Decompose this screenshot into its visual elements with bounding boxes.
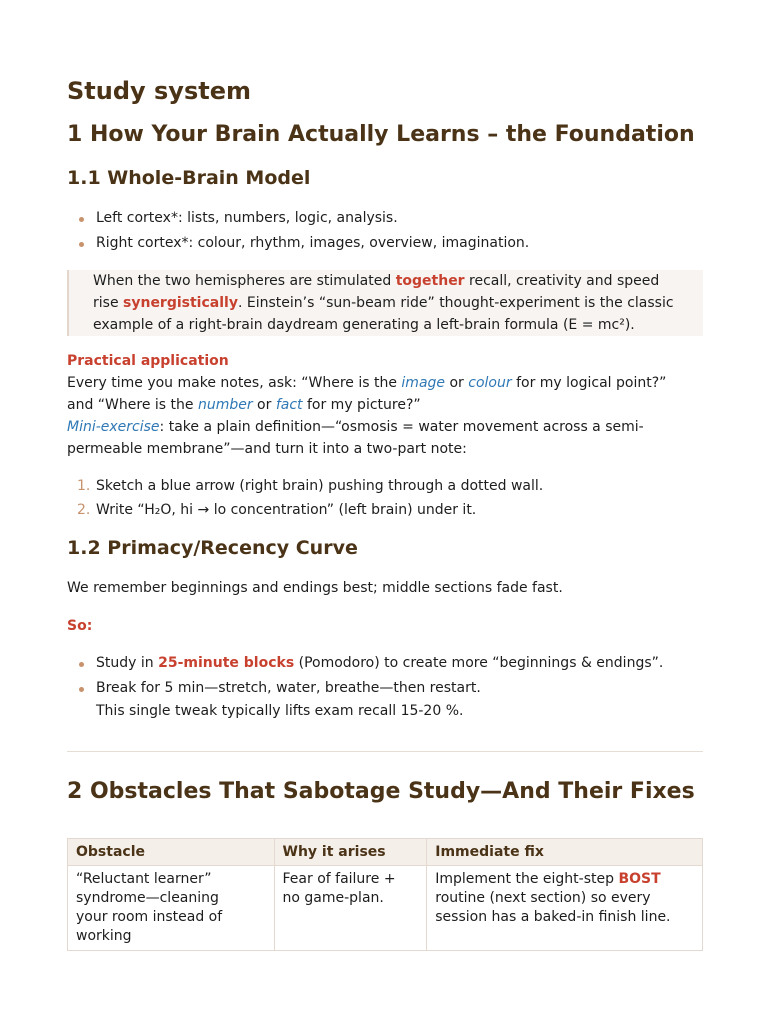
table-row <box>68 866 703 951</box>
practical-application-label: Practical application <box>67 353 229 369</box>
column-header-why: Why it arises <box>274 839 427 866</box>
table-cell: Implement the eight-step BOST routine (next section) so every session has a baked-in finish line. <box>427 866 703 951</box>
mini-exercise-label: Mini-exercise <box>67 419 160 435</box>
quote-line: When the two hemispheres are stimulated together recall, creativity and speed <box>93 273 660 289</box>
study-tips-list <box>67 652 663 723</box>
paragraph-line: permeable membrane”—and turn it into a two-part note: <box>67 441 467 457</box>
paragraph-line: Mini-exercise: take a plain definition—“osmosis = water movement across a semi- <box>67 419 644 435</box>
list-item: Study in 25-minute blocks (Pomodoro) to create more “beginnings & endings”. <box>67 652 663 675</box>
table-cell: Fear of failure + no game-plan. <box>274 866 427 951</box>
cortex-bullet-list <box>67 207 529 255</box>
emphasis-together: together <box>395 273 465 289</box>
paragraph: We remember beginnings and endings best; middle sections fade fast. <box>67 580 563 596</box>
quote-line: example of a right-brain daydream generating a left-brain formula (E = mc²). <box>93 317 635 333</box>
subsection-1-1-heading: 1.1 Whole-Brain Model <box>67 167 311 189</box>
list-item: 2. Write “H₂O, hi → lo concentration” (left brain) under it. <box>67 499 543 522</box>
blockquote <box>67 270 703 336</box>
emphasis-bost: BOST <box>618 871 661 887</box>
list-number: 1. <box>77 478 91 494</box>
so-label: So: <box>67 618 93 634</box>
column-header-obstacle: Obstacle <box>68 839 275 866</box>
paragraph-line: Every time you make notes, ask: “Where is the image or colour for my logical point?” <box>67 375 667 391</box>
column-header-fix: Immediate fix <box>427 839 703 866</box>
table-cell: “Reluctant learner” syndrome—cleaning your room instead of working <box>68 866 275 951</box>
steps-list <box>67 475 543 522</box>
emphasis-synergistically: synergistically <box>123 295 238 311</box>
list-item: Right cortex*: colour, rhythm, images, overview, imagination. <box>67 232 529 255</box>
list-number: 2. <box>77 502 91 518</box>
paragraph-line: and “Where is the number or fact for my picture?” <box>67 397 421 413</box>
obstacles-table <box>67 838 703 951</box>
list-item: 1. Sketch a blue arrow (right brain) pushing through a dotted wall. <box>67 475 543 498</box>
quote-line: rise synergistically. Einstein’s “sun-beam ride” thought-experiment is the classic <box>93 295 674 311</box>
keyword-fact: fact <box>275 397 303 413</box>
list-item: Break for 5 min—stretch, water, breathe—then restart. This single tweak typically lifts exam recall 15-20 %. <box>67 677 663 723</box>
subsection-1-2-heading: 1.2 Primacy/Recency Curve <box>67 537 358 559</box>
section-1-heading: 1 How Your Brain Actually Learns – the Foundation <box>67 122 695 147</box>
table-header-row <box>68 839 703 866</box>
section-divider <box>67 751 703 752</box>
keyword-image: image <box>401 375 446 391</box>
section-2-heading: 2 Obstacles That Sabotage Study—And Their Fixes <box>67 779 695 804</box>
page-title: Study system <box>67 77 251 105</box>
emphasis-25-minute-blocks: 25-minute blocks <box>158 655 295 671</box>
keyword-colour: colour <box>468 375 512 391</box>
list-item: Left cortex*: lists, numbers, logic, analysis. <box>67 207 529 230</box>
keyword-number: number <box>197 397 253 413</box>
